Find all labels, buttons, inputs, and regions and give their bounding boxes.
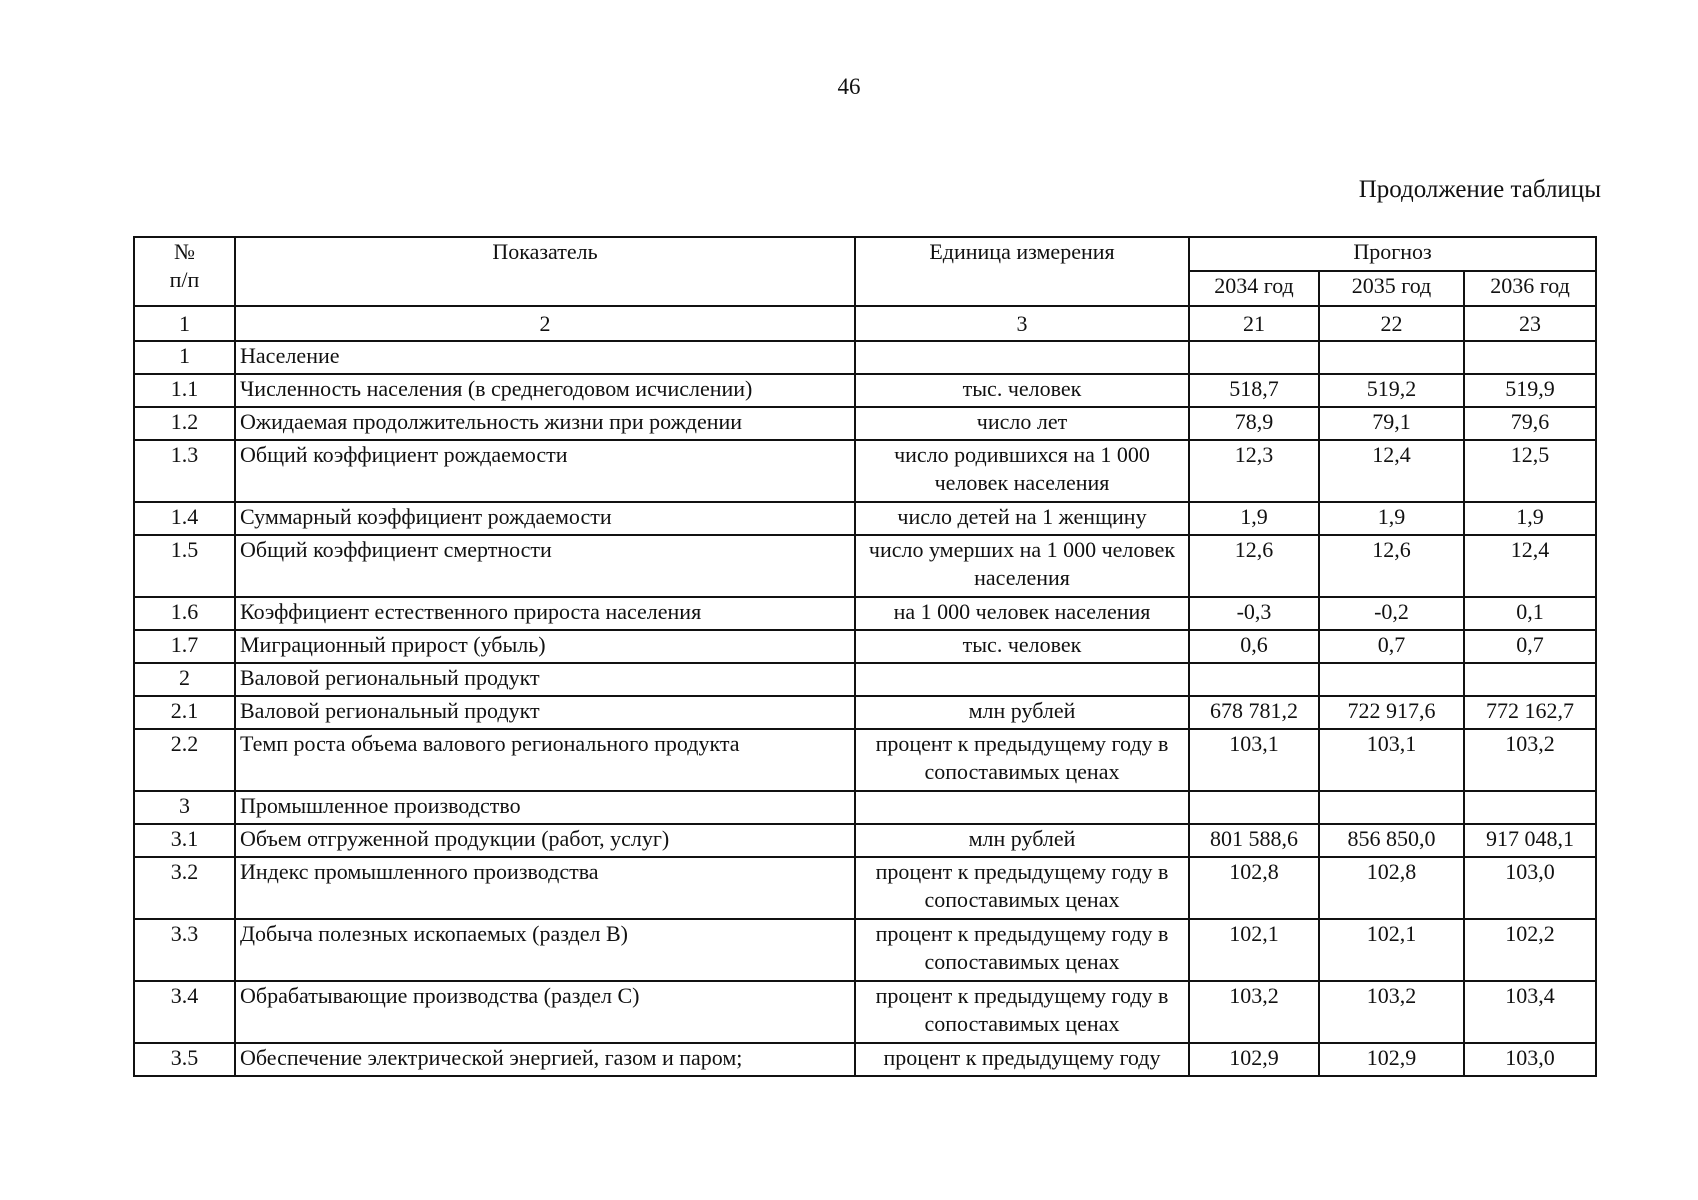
indicator-name: Объем отгруженной продукции (работ, услуг)	[235, 824, 855, 857]
header-num: № п/п	[134, 237, 235, 306]
value-2036: 103,0	[1464, 1043, 1596, 1076]
value-2036: 1,9	[1464, 502, 1596, 535]
table-row	[134, 407, 1596, 440]
header-year-2035: 2035 год	[1319, 271, 1464, 306]
unit-cell	[855, 341, 1189, 374]
row-number: 1.6	[134, 597, 235, 630]
unit-cell: процент к предыдущему году в сопоставимых ценах	[855, 857, 1189, 919]
value-2036: 103,2	[1464, 729, 1596, 791]
unit-cell: процент к предыдущему году	[855, 1043, 1189, 1076]
value-2036: 0,7	[1464, 630, 1596, 663]
value-2034: 102,8	[1189, 857, 1319, 919]
value-2035: 103,1	[1319, 729, 1464, 791]
unit-cell: число лет	[855, 407, 1189, 440]
column-number: 23	[1464, 306, 1596, 341]
value-2036: 103,0	[1464, 857, 1596, 919]
header-forecast: Прогноз	[1189, 237, 1596, 271]
unit-cell: процент к предыдущему году в сопоставимых ценах	[855, 919, 1189, 981]
unit-cell: процент к предыдущему году в сопоставимых ценах	[855, 729, 1189, 791]
value-2035: 103,2	[1319, 981, 1464, 1043]
row-number: 3.4	[134, 981, 235, 1043]
value-2034: 102,9	[1189, 1043, 1319, 1076]
row-number: 1.5	[134, 535, 235, 597]
indicator-name: Суммарный коэффициент рождаемости	[235, 502, 855, 535]
value-2034: 102,1	[1189, 919, 1319, 981]
value-2036: 103,4	[1464, 981, 1596, 1043]
unit-cell: на 1 000 человек населения	[855, 597, 1189, 630]
header-year-2034: 2034 год	[1189, 271, 1319, 306]
value-2036: 12,4	[1464, 535, 1596, 597]
table-row	[134, 981, 1596, 1043]
table-row	[134, 535, 1596, 597]
value-2035	[1319, 341, 1464, 374]
value-2036	[1464, 791, 1596, 824]
indicator-name: Численность населения (в среднегодовом исчислении)	[235, 374, 855, 407]
row-number: 1.4	[134, 502, 235, 535]
indicator-name: Миграционный прирост (убыль)	[235, 630, 855, 663]
indicator-name: Промышленное производство	[235, 791, 855, 824]
indicator-name: Добыча полезных ископаемых (раздел B)	[235, 919, 855, 981]
value-2035: 102,8	[1319, 857, 1464, 919]
value-2035: 519,2	[1319, 374, 1464, 407]
value-2035: 1,9	[1319, 502, 1464, 535]
header-year-2036: 2036 год	[1464, 271, 1596, 306]
value-2034: 12,3	[1189, 440, 1319, 502]
value-2034	[1189, 663, 1319, 696]
value-2034: 78,9	[1189, 407, 1319, 440]
row-number: 3.1	[134, 824, 235, 857]
table-row	[134, 374, 1596, 407]
value-2034: 1,9	[1189, 502, 1319, 535]
table-continuation-label: Продолжение таблицы	[1358, 176, 1601, 203]
value-2035	[1319, 791, 1464, 824]
value-2036	[1464, 341, 1596, 374]
table-row	[134, 440, 1596, 502]
unit-cell: млн рублей	[855, 696, 1189, 729]
column-number-row	[134, 306, 1596, 341]
row-number: 1.1	[134, 374, 235, 407]
unit-cell: число родившихся на 1 000 человек населения	[855, 440, 1189, 502]
row-number: 1.3	[134, 440, 235, 502]
value-2034	[1189, 341, 1319, 374]
value-2034: -0,3	[1189, 597, 1319, 630]
section-row	[134, 341, 1596, 374]
value-2036: 79,6	[1464, 407, 1596, 440]
column-number: 22	[1319, 306, 1464, 341]
header-indicator: Показатель	[235, 237, 855, 306]
unit-cell	[855, 791, 1189, 824]
value-2034: 678 781,2	[1189, 696, 1319, 729]
table-row	[134, 919, 1596, 981]
value-2035: 12,6	[1319, 535, 1464, 597]
value-2036: 917 048,1	[1464, 824, 1596, 857]
table-row	[134, 857, 1596, 919]
table-row	[134, 824, 1596, 857]
section-row	[134, 663, 1596, 696]
page-number: 46	[837, 74, 861, 99]
value-2035: 722 917,6	[1319, 696, 1464, 729]
row-number: 3.2	[134, 857, 235, 919]
forecast-table	[133, 236, 1597, 1077]
value-2034: 518,7	[1189, 374, 1319, 407]
indicator-name: Общий коэффициент смертности	[235, 535, 855, 597]
indicator-name: Обрабатывающие производства (раздел C)	[235, 981, 855, 1043]
value-2036: 102,2	[1464, 919, 1596, 981]
value-2036: 772 162,7	[1464, 696, 1596, 729]
value-2034: 103,2	[1189, 981, 1319, 1043]
row-number: 3.3	[134, 919, 235, 981]
unit-cell: тыс. человек	[855, 374, 1189, 407]
indicator-name: Население	[235, 341, 855, 374]
value-2035: 0,7	[1319, 630, 1464, 663]
value-2035	[1319, 663, 1464, 696]
value-2035: 102,1	[1319, 919, 1464, 981]
column-number: 21	[1189, 306, 1319, 341]
unit-cell: число детей на 1 женщину	[855, 502, 1189, 535]
unit-cell: процент к предыдущему году в сопоставимых ценах	[855, 981, 1189, 1043]
indicator-name: Валовой региональный продукт	[235, 696, 855, 729]
value-2034: 0,6	[1189, 630, 1319, 663]
row-number: 1	[134, 341, 235, 374]
value-2034: 12,6	[1189, 535, 1319, 597]
column-number: 1	[134, 306, 235, 341]
value-2035: 856 850,0	[1319, 824, 1464, 857]
section-row	[134, 791, 1596, 824]
unit-cell: число умерших на 1 000 человек населения	[855, 535, 1189, 597]
row-number: 3	[134, 791, 235, 824]
indicator-name: Обеспечение электрической энергией, газом и паром;	[235, 1043, 855, 1076]
indicator-name: Темп роста объема валового регионального продукта	[235, 729, 855, 791]
table-row	[134, 630, 1596, 663]
unit-cell: тыс. человек	[855, 630, 1189, 663]
row-number: 1.7	[134, 630, 235, 663]
table-row	[134, 729, 1596, 791]
value-2036: 12,5	[1464, 440, 1596, 502]
row-number: 2	[134, 663, 235, 696]
value-2034: 801 588,6	[1189, 824, 1319, 857]
table-row	[134, 696, 1596, 729]
value-2036	[1464, 663, 1596, 696]
indicator-name: Ожидаемая продолжительность жизни при рождении	[235, 407, 855, 440]
row-number: 2.1	[134, 696, 235, 729]
indicator-name: Общий коэффициент рождаемости	[235, 440, 855, 502]
value-2035: 79,1	[1319, 407, 1464, 440]
header-unit: Единица измерения	[855, 237, 1189, 306]
value-2035: 12,4	[1319, 440, 1464, 502]
value-2034	[1189, 791, 1319, 824]
row-number: 1.2	[134, 407, 235, 440]
value-2036: 519,9	[1464, 374, 1596, 407]
table-row	[134, 597, 1596, 630]
value-2034: 103,1	[1189, 729, 1319, 791]
value-2035: -0,2	[1319, 597, 1464, 630]
row-number: 2.2	[134, 729, 235, 791]
table-row	[134, 502, 1596, 535]
column-number: 2	[235, 306, 855, 341]
indicator-name: Коэффициент естественного прироста населения	[235, 597, 855, 630]
value-2035: 102,9	[1319, 1043, 1464, 1076]
value-2036: 0,1	[1464, 597, 1596, 630]
unit-cell: млн рублей	[855, 824, 1189, 857]
row-number: 3.5	[134, 1043, 235, 1076]
unit-cell	[855, 663, 1189, 696]
indicator-name: Индекс промышленного производства	[235, 857, 855, 919]
column-number: 3	[855, 306, 1189, 341]
table-row	[134, 1043, 1596, 1076]
indicator-name: Валовой региональный продукт	[235, 663, 855, 696]
